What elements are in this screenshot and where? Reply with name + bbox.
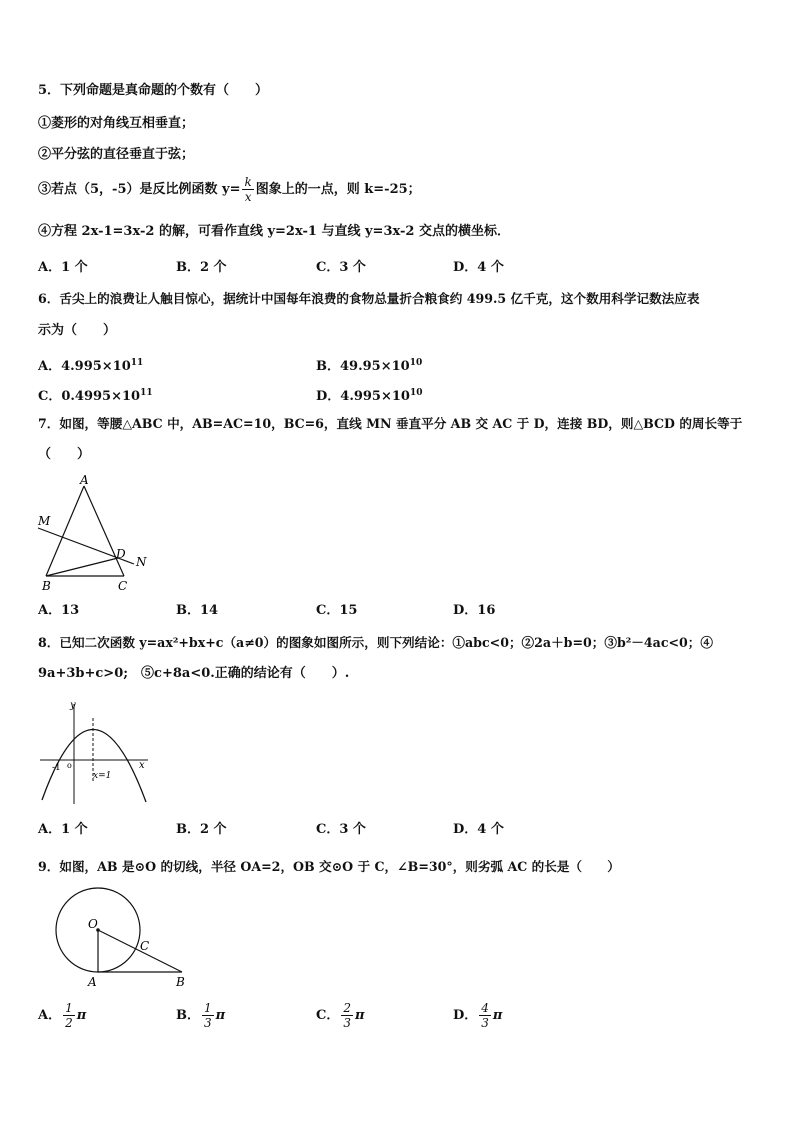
q5-statement-3 xyxy=(38,172,421,208)
q9-option-d xyxy=(453,996,502,1036)
q8-parabola-figure xyxy=(38,698,158,808)
q9-circle-figure xyxy=(50,886,190,990)
option-fraction xyxy=(202,1001,214,1030)
option-label: A． xyxy=(38,1008,62,1023)
label-y: y xyxy=(70,700,76,711)
q6-c-exponent: 11 xyxy=(140,388,153,398)
q5-s3-post: 图象上的一点，则 k=-25； xyxy=(255,182,421,197)
q5-option-c: C．3 个 xyxy=(316,260,366,275)
fraction-denominator: 2 xyxy=(65,1016,73,1030)
q6-option-d xyxy=(316,384,423,406)
fraction-numerator: 1 xyxy=(65,1001,73,1015)
fraction-denominator: 3 xyxy=(204,1016,212,1030)
option-fraction xyxy=(341,1001,353,1030)
q7-option-d: D．16 xyxy=(453,603,496,618)
fraction-denominator: 3 xyxy=(481,1016,489,1030)
q6-b-exponent: 10 xyxy=(409,358,423,368)
label-c: C xyxy=(140,939,150,953)
q6-c-base: C．0.4995×10 xyxy=(38,389,141,404)
q6-option-c xyxy=(38,384,153,406)
option-label: D． xyxy=(453,1008,478,1023)
label-neg1: -1 xyxy=(52,763,61,773)
option-label: B． xyxy=(176,1008,200,1023)
q8-option-a: A．1 个 xyxy=(38,822,88,837)
q6-d-exponent: 10 xyxy=(409,388,423,398)
fraction-numerator: 1 xyxy=(204,1001,212,1015)
q9-option-b xyxy=(176,996,225,1036)
q5-option-a: A．1 个 xyxy=(38,260,88,275)
fraction-denominator: 3 xyxy=(343,1016,351,1030)
q6-a-exponent: 11 xyxy=(130,358,144,368)
label-m: M xyxy=(38,514,51,528)
pi-symbol: π xyxy=(76,1008,87,1023)
q5-stem: 5．下列命题是真命题的个数有（ ） xyxy=(38,83,269,98)
q7-stem-line1: 7．如图，等腰△ABC 中，AB=AC=10，BC=6，直线 MN 垂直平分 AB 交 AC 于 D，连接 BD，则△BCD 的周长等于 xyxy=(38,416,743,431)
segment-ac xyxy=(84,486,124,576)
pi-symbol: π xyxy=(355,1008,365,1023)
q6-stem-line2: 示为（ ） xyxy=(38,323,117,338)
q7-stem-line2: （ ） xyxy=(38,447,91,462)
q6-b-base: B．49.95×10 xyxy=(316,359,410,374)
q6-stem-line1: 6．舌尖上的浪费让人触目惊心，据统计中国每年浪费的食物总量折合粮食约 499.5 亿千克，这个数用科学记数法应表 xyxy=(38,291,700,306)
pi-symbol: π xyxy=(492,1008,503,1023)
fraction-numerator: k xyxy=(244,175,252,189)
q8-option-c: C．3 个 xyxy=(316,822,366,837)
fraction-denominator: x xyxy=(244,190,252,204)
q6-option-b xyxy=(316,354,422,376)
q8-stem-line2: 9a+3b+c>0; ⑤c+8a<0.正确的结论有（ ）. xyxy=(38,666,350,681)
segment-bd xyxy=(46,558,118,576)
q5-option-d: D．4 个 xyxy=(453,260,504,275)
label-a: A xyxy=(88,975,97,989)
q5-s3-pre: ③若点（5，-5）是反比例函数 y= xyxy=(38,182,241,197)
q9-option-c xyxy=(316,996,365,1036)
q5-statement-4: ④方程 2x-1=3x-2 的解，可看作直线 y=2x-1 与直线 y=3x-2 交点的横坐标． xyxy=(38,224,510,239)
q6-d-base: D．4.995×10 xyxy=(316,389,410,404)
k-over-x-fraction xyxy=(242,175,253,204)
label-o: O xyxy=(88,917,98,931)
pi-symbol: π xyxy=(215,1008,226,1023)
option-fraction xyxy=(479,1001,491,1030)
label-b: B xyxy=(42,579,51,593)
q7-option-a: A．13 xyxy=(38,603,80,618)
fraction-numerator: 4 xyxy=(481,1001,489,1015)
label-x: x xyxy=(139,760,145,771)
q9-option-a xyxy=(38,996,86,1036)
q8-option-b: B．2 个 xyxy=(176,822,227,837)
q9-stem: 9．如图，AB 是⊙O 的切线，半径 OA=2，OB 交⊙O 于 C，∠B=30°，则劣弧 AC 的长是（ ） xyxy=(38,859,620,874)
q6-option-a xyxy=(38,354,143,376)
q7-option-b: B．14 xyxy=(176,603,219,618)
fraction-numerator: 2 xyxy=(343,1001,351,1015)
label-a: A xyxy=(80,473,89,487)
label-n: N xyxy=(136,555,147,569)
q5-statement-2: ②平分弦的直径垂直于弦； xyxy=(38,147,195,162)
segment-ab xyxy=(46,486,84,576)
label-c: C xyxy=(118,579,128,593)
label-b: B xyxy=(176,975,185,989)
label-origin: o xyxy=(67,761,72,770)
q6-a-base: A．4.995×10 xyxy=(38,359,131,374)
q8-stem-line1: 8．已知二次函数 y=ax²+bx+c（a≠0）的图象如图所示，则下列结论：①abc<0；②2a＋b=0；③b²－4ac<0；④ xyxy=(38,635,713,650)
q7-option-c: C．15 xyxy=(316,603,358,618)
q5-statement-1: ①菱形的对角线互相垂直； xyxy=(38,116,195,131)
label-d: D xyxy=(116,547,126,561)
label-axis-x1: x=1 xyxy=(93,771,112,781)
option-fraction xyxy=(63,1001,75,1030)
q7-triangle-figure xyxy=(34,472,154,594)
option-label: C． xyxy=(316,1008,340,1023)
q8-option-d: D．4 个 xyxy=(453,822,504,837)
q5-option-b: B．2 个 xyxy=(176,260,227,275)
